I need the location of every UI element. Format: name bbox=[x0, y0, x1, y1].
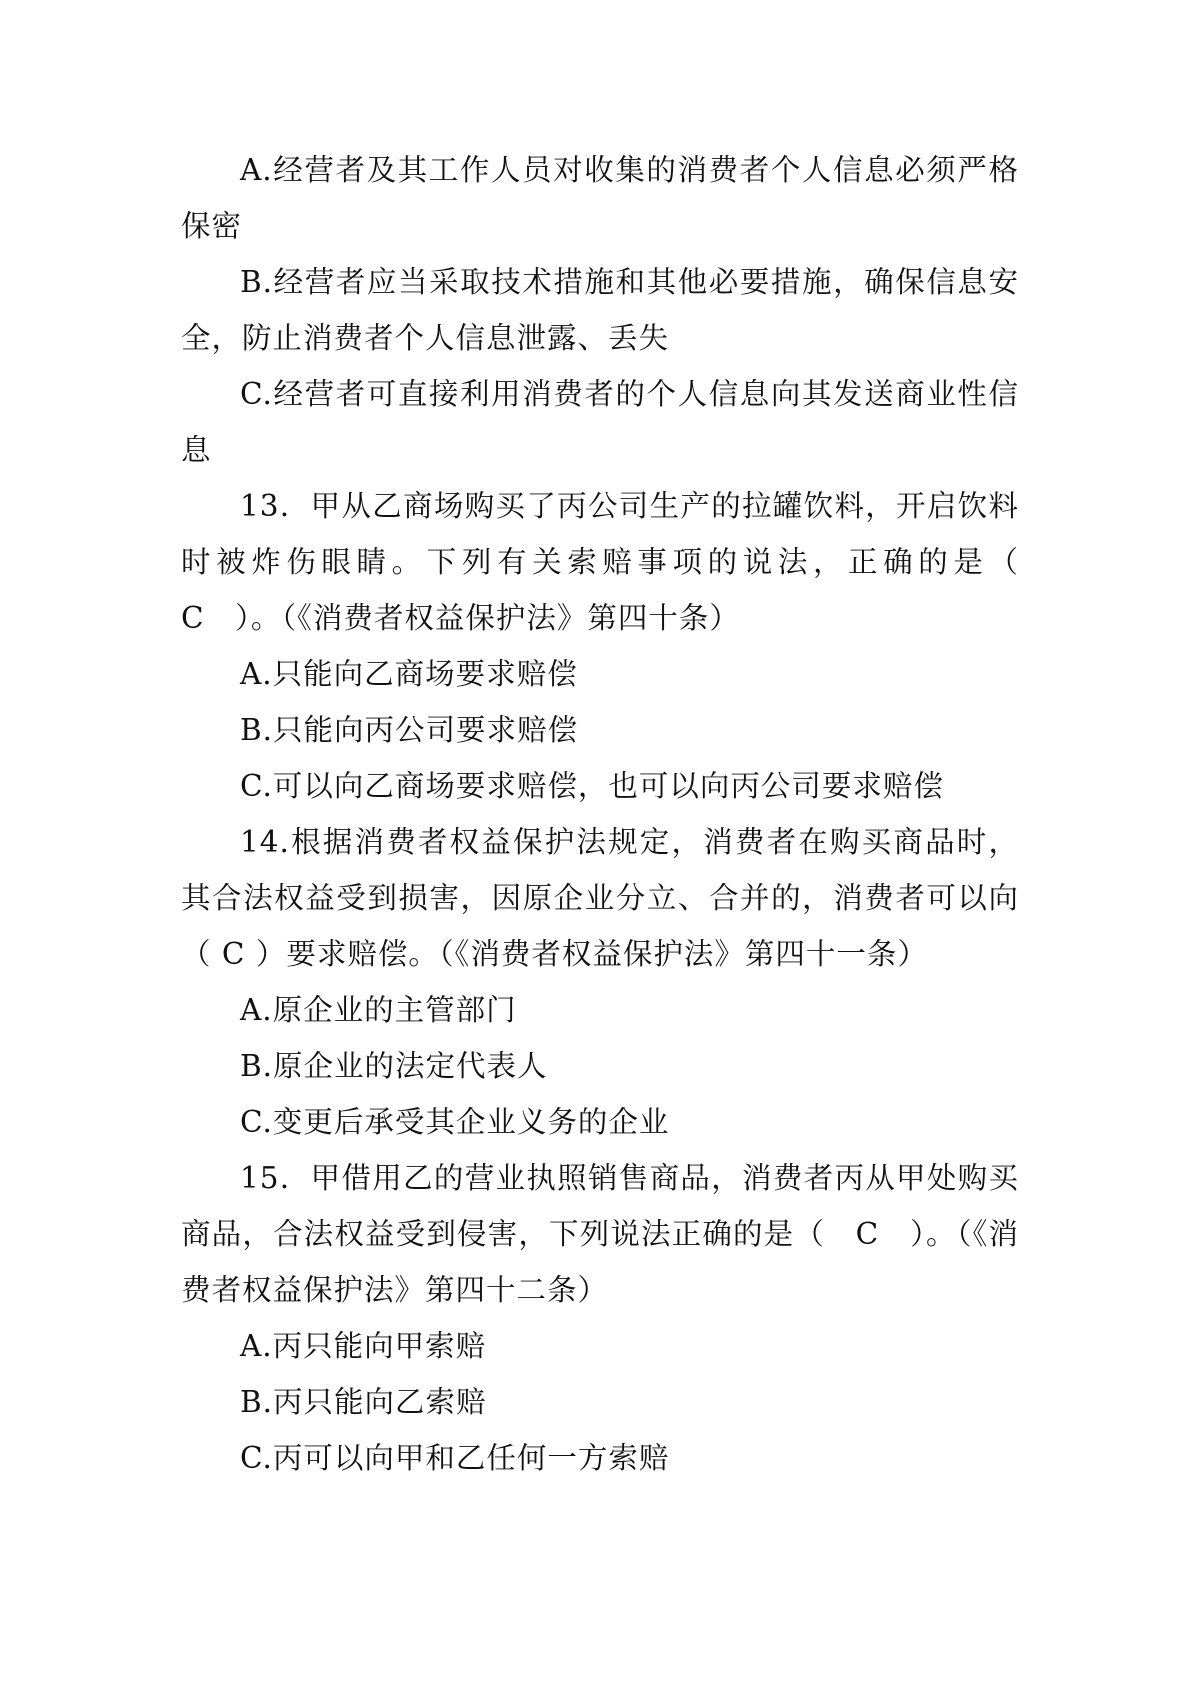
question-13-option-c: C.可以向乙商场要求赔偿，也可以向丙公司要求赔偿 bbox=[240, 769, 944, 803]
question-15-option-a: A.丙只能向甲索赔 bbox=[240, 1329, 487, 1363]
option-a-privacy: A.经营者及其工作人员对收集的消费者个人信息必须严格保密 bbox=[181, 153, 1019, 243]
question-13: 13．甲从乙商场购买了丙公司生产的拉罐饮料，开启饮料时被炸伤眼睛。下列有关索赔事项的说法，正确的是（ C ）。（《消费者权益保护法》第四十条） bbox=[181, 489, 1050, 635]
question-13-option-b: B.只能向丙公司要求赔偿 bbox=[240, 713, 579, 747]
question-14-option-a: A.原企业的主管部门 bbox=[240, 993, 517, 1027]
document-page bbox=[181, 142, 1050, 1486]
option-b-security: B.经营者应当采取技术措施和其他必要措施，确保信息安全，防止消费者个人信息泄露、丢失 bbox=[181, 265, 1019, 355]
question-15: 15．甲借用乙的营业执照销售商品，消费者丙从甲处购买商品，合法权益受到侵害，下列说法正确的是（ C ）。（《消费者权益保护法》第四十二条） bbox=[181, 1161, 1019, 1307]
question-14: 14.根据消费者权益保护法规定，消费者在购买商品时，其合法权益受到损害，因原企业分立、合并的，消费者可以向（ C ）要求赔偿。（《消费者权益保护法》第四十一条） bbox=[181, 825, 1019, 971]
question-15-option-c: C.丙可以向甲和乙任何一方索赔 bbox=[240, 1441, 670, 1475]
question-14-option-c: C.变更后承受其企业义务的企业 bbox=[240, 1105, 670, 1139]
question-13-option-a: A.只能向乙商场要求赔偿 bbox=[240, 657, 578, 691]
question-15-option-b: B.丙只能向乙索赔 bbox=[240, 1385, 487, 1419]
question-14-option-b: B.原企业的法定代表人 bbox=[240, 1049, 548, 1083]
option-c-commercial-info: C.经营者可直接利用消费者的个人信息向其发送商业性信息 bbox=[181, 377, 1019, 467]
